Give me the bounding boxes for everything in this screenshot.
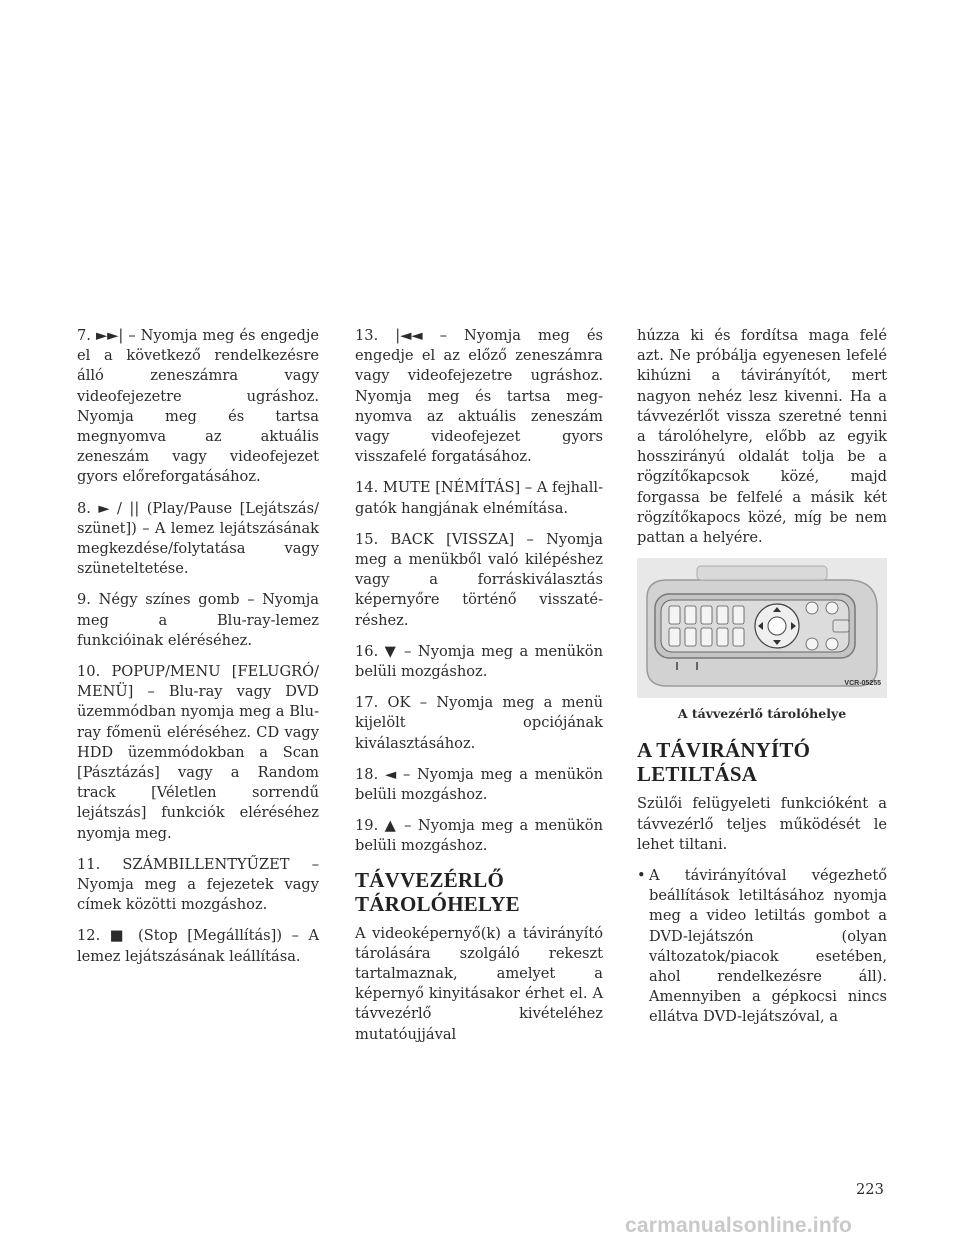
item-18-left: 18. ◄ – Nyomja meg a menükön belüli mozgáshoz. <box>355 765 603 804</box>
item-12-stop: 12. ■ (Stop [Megállítás]) – A lemez lejátszásának leállítása. <box>77 927 319 965</box>
item-11-keypad: 11. SZÁMBILLENTYŰZET – Nyomja meg a fejezetek vagy címek közötti mozgáshoz. <box>77 855 319 914</box>
section-heading-remote-storage: TÁVVEZÉRLŐ TÁROLÓHELYE <box>355 867 520 916</box>
column-left <box>77 326 319 978</box>
bullet-icon: • <box>637 867 646 885</box>
item-15-back: 15. BACK [VISSZA] – Nyomja meg a menükből való kilépéshez vagy a forráskiválasztás képernyőre történő visszatéréshez. <box>355 530 603 629</box>
item-14-mute: 14. MUTE [NÉMÍTÁS] – A fejhallgatók hangjának elnémítása. <box>355 479 603 517</box>
remote-storage-figure <box>637 558 887 698</box>
list-item <box>637 866 887 1028</box>
figure-code: VCR-05255 <box>844 680 881 688</box>
page-number: 223 <box>856 1181 884 1198</box>
section-heading-remote-disable: A TÁVIRÁNYÍTÓ LETILTÁSA <box>637 738 811 787</box>
item-13-previous-track: 13. |◄◄ – Nyomja meg és engedje el az előző zeneszámra vagy videofejezetre ugráshoz. Nyomja meg és tartsa megnyomva az aktuális zeneszám vagy videofejezet gyors visszafelé forgatásához. <box>355 327 603 466</box>
item-7-next-track: 7. ►►| – Nyomja meg és engedje el a következő rendelkezésre álló zeneszámra vagy videofejezetre ugráshoz. Nyomja meg és tartsa megnyomva az aktuális zeneszám vagy videofejezet gyors előreforgatásához. <box>77 327 319 486</box>
remote-storage-text: A videoképernyő(k) a távirányító tárolására szolgáló rekeszt tartalmaznak, amelyet a képernyő kinyitásakor érhet el. A távvezérlő kivételéhez mutatóujjával <box>355 924 603 1043</box>
column-middle <box>355 326 603 1056</box>
item-8-play-pause: 8. ► / || (Play/Pause [Lejátszás/ szünet]) – A lemez lejátszásának megkezdése/folytatása vagy szüneteltetése. <box>77 499 319 578</box>
remote-storage-text-continued: húzza ki és fordítsa maga felé azt. Ne próbálja egyenesen lefelé kihúzni a távirányítót, mert nagyon nehéz lesz kivenni. Ha a távvezérlőt vissza szeretné tenni a tárolóhelyre, előbb az egyik hosszirányú oldalát tolja be a rögzítőkapcsok közé, majd forgassa be felfelé a másik két rögzítőkapocs közé, míg be nem pattan a helyére. <box>637 327 887 547</box>
remote-disable-text: Szülői felügyeleti funkcióként a távvezérlő teljes működését le lehet tiltani. <box>637 795 887 853</box>
figure-caption: A távvezérlő tárolóhelye <box>677 706 847 722</box>
item-17-ok: 17. OK – Nyomja meg a menü kijelölt opciójának kiválasztásához. <box>355 694 603 752</box>
item-9-color-buttons: 9. Négy színes gomb – Nyomja meg a Blu-ray-lemez funkcióinak eléréséhez. <box>77 591 319 649</box>
watermark: carmanualsonline.info <box>625 1214 853 1237</box>
item-19-up: 19. ▲ – Nyomja meg a menükön belüli mozgáshoz. <box>355 817 603 855</box>
column-right <box>637 326 887 1028</box>
item-16-down: 16. ▼ – Nyomja meg a menükön belüli mozgáshoz. <box>355 642 603 681</box>
item-10-popup-menu: 10. POPUP/MENU [FELUGRÓ/ MENÜ] – Blu-ray vagy DVD üzemmódban nyomja meg a Blu-ray főmenü eléréséhez. CD vagy HDD üzemmódokban a Scan [Pásztázás] vagy a Random track [Véletlen sorrendű lejátszás] funkciók eléréséhez nyomja meg. <box>77 663 319 842</box>
list-item-text: A távirányítóval végezhető beállítások letiltásához nyomja meg a video letiltás gombot a DVD-lejátszón (olyan változatok/piacok esetében, ahol rendelkezésre áll). Amennyiben a gépkocsi nincs ellátva DVD-lejátszóval, a <box>649 867 887 1026</box>
